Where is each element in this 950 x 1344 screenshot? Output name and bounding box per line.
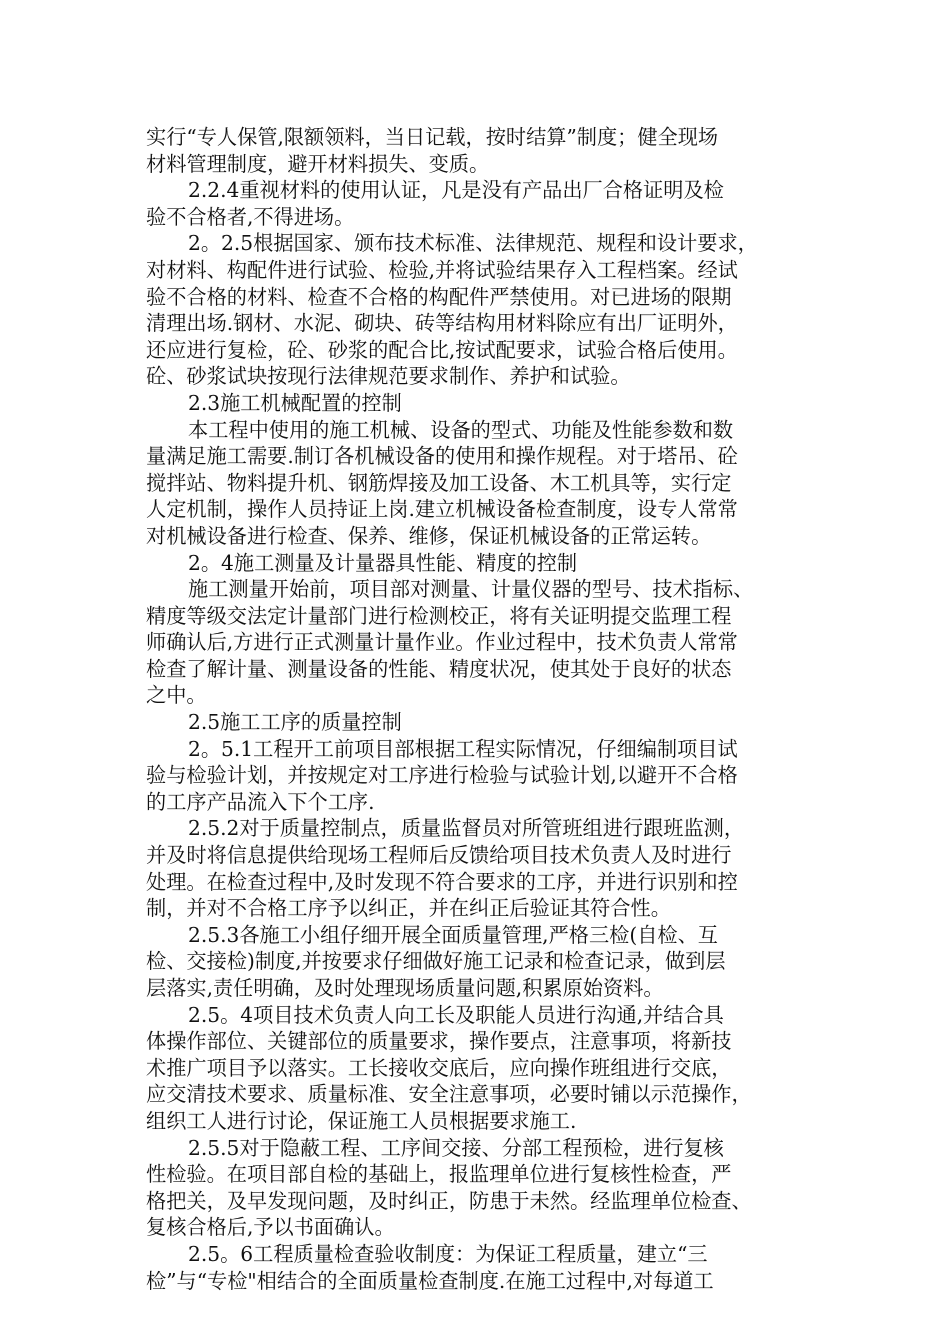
text-line: 2.5。6工程质量检查验收制度：为保证工程质量，建立“三: [188, 1241, 708, 1266]
text-line: 复核合格后,予以书面确认。: [146, 1215, 395, 1240]
document-body: [146, 124, 846, 1294]
text-line: 2.5.2对于质量控制点，质量监督员对所管班组进行跟班监测，: [188, 816, 745, 841]
text-line: 应交清技术要求、质量标准、安全注意事项，必要时铺以示范操作，: [146, 1082, 752, 1107]
text-line: 量满足施工需要.制订各机械设备的使用和操作规程。对于塔吊、砼: [146, 444, 738, 469]
text-line: 实行“专人保管,限额领料，当日记载，按时结算”制度；健全现场: [146, 125, 719, 149]
text-line: 人定机制，操作人员持证上岗.建立机械设备检查制度，设专人常常: [146, 497, 738, 522]
text-line: 层落实,责任明确，及时处理现场质量问题,积累原始资料。: [146, 976, 664, 1000]
text-line: 施工测量开始前，项目部对测量、计量仪器的型号、技术指标、: [188, 577, 754, 602]
text-line: 还应进行复检，砼、砂浆的配合比,按试配要求，试验合格后使用。: [146, 337, 738, 362]
text-line: 处理。在检查过程中,及时发现不符合要求的工序，并进行识别和控: [146, 869, 738, 894]
section-heading: 2.3施工机械配置的控制: [188, 390, 402, 415]
text-line: 2.5.5对于隐蔽工程、工序间交接、分部工程预检，进行复核: [188, 1135, 724, 1160]
text-line: 的工序产品流入下个工序.: [146, 789, 375, 814]
text-line: 验不合格的材料、检查不合格的构配件严禁使用。对已进场的限期: [146, 284, 732, 309]
text-line: 2.2.4重视材料的使用认证，凡是没有产品出厂合格证明及检: [188, 178, 724, 203]
text-line: 2。5.1工程开工前项目部根据工程实际情况，仔细编制项目试: [188, 736, 738, 761]
text-line: 组织工人进行讨论，保证施工人员根据要求施工.: [146, 1108, 577, 1133]
text-line: 检”与“专检"相结合的全面质量检查制度.在施工过程中,对每道工: [146, 1268, 714, 1293]
text-line: 2.5.3各施工小组仔细开展全面质量管理,严格三检(自检、互: [188, 922, 718, 947]
text-line: 师确认后,方进行正式测量计量作业。作业过程中，技术负责人常常: [146, 630, 738, 655]
text-line: 对机械设备进行检查、保养、维修，保证机械设备的正常运转。: [146, 523, 712, 548]
text-line: 检查了解计量、测量设备的性能、精度状况，使其处于良好的状态: [146, 656, 732, 681]
text-line: 精度等级交法定计量部门进行检测校正，将有关证明提交监理工程: [146, 603, 732, 628]
text-line: 制，并对不合格工序予以纠正，并在纠正后验证其符合性。: [146, 896, 671, 921]
text-line: 2。2.5根据国家、颁布技术标准、法律规范、规程和设计要求，: [188, 231, 758, 256]
text-line: 材料管理制度，避开材料损失、变质。: [146, 151, 490, 176]
text-line: 并及时将信息提供给现场工程师后反馈给项目技术负责人及时进行: [146, 843, 732, 868]
text-line: 性检验。在项目部自检的基础上，报监理单位进行复核性检查，严: [146, 1162, 732, 1187]
section-heading: 2。4施工测量及计量器具性能、精度的控制: [188, 550, 578, 575]
text-line: 2.5。4项目技术负责人向工长及职能人员进行沟通,并结合具: [188, 1002, 724, 1027]
text-line: 格把关，及早发现问题，及时纠正，防患于未然。经监理单位检查、: [146, 1188, 752, 1213]
text-line: 验不合格者,不得进场。: [146, 204, 355, 229]
text-line: 术推广项目予以落实。工长接收交底后，应向操作班组进行交底，: [146, 1055, 732, 1080]
text-line: 本工程中使用的施工机械、设备的型式、功能及性能参数和数: [188, 417, 734, 442]
text-line: 砼、砂浆试块按现行法律规范要求制作、养护和试验。: [146, 364, 631, 389]
text-line: 之中。: [146, 683, 207, 708]
text-line: 对材料、构配件进行试验、检验,并将试验结果存入工程档案。经试: [146, 257, 738, 282]
text-line: 体操作部位、关键部位的质量要求，操作要点，注意事项，将新技: [146, 1029, 732, 1054]
text-line: 验与检验计划，并按规定对工序进行检验与试验计划,以避开不合格: [146, 763, 738, 788]
section-heading: 2.5施工工序的质量控制: [188, 710, 402, 735]
text-line: 清理出场.钢材、水泥、砌块、砖等结构用材料除应有出厂证明外，: [146, 311, 738, 336]
text-line: 搅拌站、物料提升机、钢筋焊接及加工设备、木工机具等，实行定: [146, 470, 732, 495]
text-line: 检、交接检)制度,并按要求仔细做好施工记录和检查记录，做到层: [146, 949, 726, 974]
